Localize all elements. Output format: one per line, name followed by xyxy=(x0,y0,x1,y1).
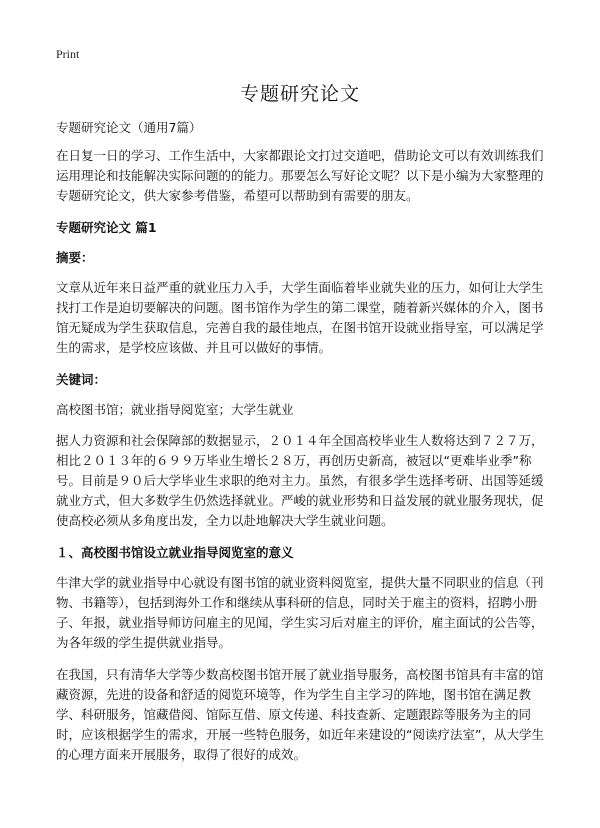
keywords-label: 关键词： xyxy=(56,372,107,387)
print-label[interactable]: Print xyxy=(56,47,80,61)
abstract-label: 摘要： xyxy=(56,250,94,265)
keywords-text: 高校图书馆；就业指导阅览室；大学生就业 xyxy=(56,402,294,417)
doc-subtitle: 专题研究论文（通用7篇） xyxy=(56,120,202,135)
china-paragraph: 在我国，只有清华大学等少数高校图书馆开展了就业指导服务，高校图书馆具有丰富的馆藏资源，先进的设备和舒适的阅览环境等，作为学生自主学习的阵地，图书馆在满足教学、科研服务，馆藏借阅、馆际互借、原文传递、科技查新、定题跟踪等服务为主的同时，应该根据学生的需求，开展一些特色服务，如近年来建设的“阅读疗法室”，从大学生的心理方面来开展服务，取得了很好的成效。 xyxy=(56,667,544,762)
abstract-paragraph: 文章从近年来日益严重的就业压力入手，大学生面临着毕业就失业的压力，如何让大学生找打工作是迫切要解决的问题。图书馆作为学生的第二课堂，随着新兴媒体的介入，图书馆无疑成为学生获取信息，完善自我的最佳地点，在图书馆开设就业指导室，可以满足学生的需求，是学校应该做、并且可以做好的事情。 xyxy=(56,280,544,355)
section-heading-1: １、高校图书馆设立就业指导阅览室的意义 xyxy=(56,545,294,560)
oxford-paragraph: 牛津大学的就业指导中心就设有图书馆的就业资料阅览室，提供大量不同职业的信息（刊物、书籍等），包括到海外工作和继续从事科研的信息，同时关于雇主的资料，招聘小册子、年报，就业指导师访问雇主的见闻，学生实习后对雇主的评价，雇主面试的公告等，为各年级的学生提供就业指导。 xyxy=(56,575,544,650)
intro-paragraph: 在日复一日的学习、工作生活中，大家都跟论文打过交道吧，借助论文可以有效训练我们运用理论和技能解决实际问题的的能力。那要怎么写好论文呢？以下是小编为大家整理的专题研究论文，供大家参考借鉴，希望可以帮助到有需要的朋友。 xyxy=(56,148,544,203)
section-title: 专题研究论文 篇1 xyxy=(56,220,157,235)
document-body xyxy=(56,118,552,777)
statistics-paragraph: 据人力资源和社会保障部的数据显示，２０１４年全国高校毕业生人数将达到７２７万，相比２０１３年的６９９万毕业生增长２８万，再创历史新高，被冠以“更难毕业季”称号。目前是９０后大学毕业生求职的绝对主力。虽然，有很多学生选择考研、出国等延缓就业方式，但大多数学生仍然选择就业。严峻的就业形势和日益发展的就业服务现状，促使高校必须从多角度出发，全力以赴地解决大学生就业问题。 xyxy=(56,433,544,528)
page-title: 专题研究论文 xyxy=(239,83,360,105)
